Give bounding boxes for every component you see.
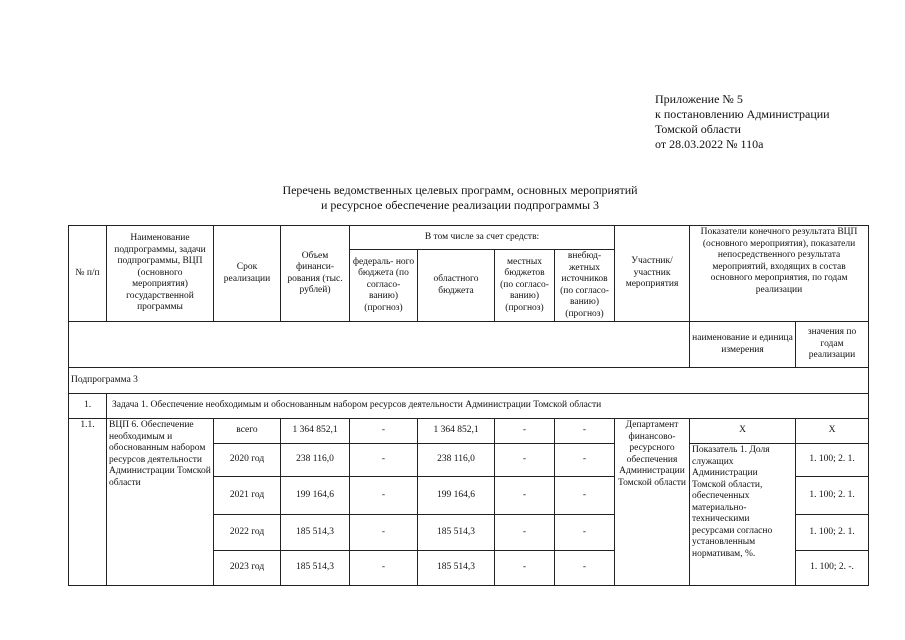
header-name: Наименование подпрограммы, задачи подпрограммы, ВЦП (основного мероприятия) государственной программы bbox=[107, 226, 214, 322]
appendix-line-3: Томской области bbox=[655, 122, 741, 136]
program-num: 1.1. bbox=[69, 419, 107, 586]
header-indicator-values: значения по годам реализации bbox=[796, 322, 869, 368]
indicator-value: 1. 100; 2. -. bbox=[796, 551, 869, 586]
row-volume: 238 116,0 bbox=[281, 444, 350, 477]
row-federal: - bbox=[350, 444, 418, 477]
row-extra: - bbox=[555, 515, 615, 551]
program-table bbox=[68, 225, 869, 586]
row-regional: 199 164,6 bbox=[418, 477, 495, 515]
row-volume: 1 364 852,1 bbox=[281, 419, 350, 444]
title-line-1: Перечень ведомственных целевых программ, основных мероприятий bbox=[282, 183, 638, 197]
header-regional: областного бюджета bbox=[418, 250, 495, 322]
row-regional: 238 116,0 bbox=[418, 444, 495, 477]
indicator-value: 1. 100; 2. 1. bbox=[796, 515, 869, 551]
row-term: 2020 год bbox=[214, 444, 281, 477]
header-federal: федераль- ного бюджета (по согласо- ванию) (прогноз) bbox=[350, 250, 418, 322]
row-volume: 185 514,3 bbox=[281, 515, 350, 551]
row-extra: - bbox=[555, 444, 615, 477]
row-extra: - bbox=[555, 477, 615, 515]
row-regional: 185 514,3 bbox=[418, 551, 495, 586]
program-participant: Департамент финансово-ресурсного обеспечения Администрации Томской области bbox=[615, 419, 690, 586]
task-num: 1. bbox=[69, 394, 107, 419]
row-local: - bbox=[495, 515, 555, 551]
row-term: всего bbox=[214, 419, 281, 444]
header-indicators: Показатели конечного результата ВЦП (основного мероприятия), показатели непосредственного результата мероприятий, входящих в состав основного мероприятия, по годам реализации bbox=[690, 226, 869, 322]
header-participant: Участник/ участник мероприятия bbox=[615, 226, 690, 322]
appendix-line-2: к постановлению Администрации bbox=[655, 107, 830, 121]
header-blank bbox=[69, 322, 690, 368]
row-federal: - bbox=[350, 477, 418, 515]
row-extra: - bbox=[555, 551, 615, 586]
indicator-value: 1. 100; 2. 1. bbox=[796, 444, 869, 477]
row-extra: - bbox=[555, 419, 615, 444]
row-federal: - bbox=[350, 515, 418, 551]
header-volume: Объем финанси- рования (тыс. рублей) bbox=[281, 226, 350, 322]
appendix-line-1: Приложение № 5 bbox=[655, 92, 743, 106]
row-term: 2021 год bbox=[214, 477, 281, 515]
header-indicator-name: наименование и единица измерения bbox=[690, 322, 796, 368]
row-local: - bbox=[495, 444, 555, 477]
row-federal: - bbox=[350, 419, 418, 444]
row-term: 2023 год bbox=[214, 551, 281, 586]
appendix-line-4: от 28.03.2022 № 110а bbox=[655, 137, 764, 151]
appendix-note bbox=[655, 92, 830, 152]
row-local: - bbox=[495, 419, 555, 444]
header-extra: внебюд- жетных источников (по согласо- ванию) (прогноз) bbox=[555, 250, 615, 322]
title-line-2: и ресурсное обеспечение реализации подпрограммы 3 bbox=[320, 198, 600, 212]
indicator-name-total: X bbox=[690, 419, 796, 444]
indicator-value: 1. 100; 2. 1. bbox=[796, 477, 869, 515]
row-regional: 185 514,3 bbox=[418, 515, 495, 551]
row-term: 2022 год bbox=[214, 515, 281, 551]
program-name: ВЦП 6. Обеспечение необходимым и обоснованным набором ресурсов деятельности Администрации Томской области bbox=[107, 419, 214, 586]
row-regional: 1 364 852,1 bbox=[418, 419, 495, 444]
indicator-name: Показатель 1. Доля служащих Администрации Томской области, обеспеченных материально-техническими ресурсами согласно установленным нормативам, %. bbox=[690, 444, 796, 586]
header-num: № п/п bbox=[69, 226, 107, 322]
row-local: - bbox=[495, 551, 555, 586]
indicator-value-total: X bbox=[796, 419, 869, 444]
task-text: Задача 1. Обеспечение необходимым и обоснованным набором ресурсов деятельности Администрации Томской области bbox=[107, 394, 869, 419]
document-title bbox=[230, 183, 690, 213]
header-local: местных бюджетов (по согласо- ванию) (прогноз) bbox=[495, 250, 555, 322]
header-including: В том числе за счет средств: bbox=[350, 226, 615, 250]
row-volume: 185 514,3 bbox=[281, 551, 350, 586]
subprogram-row: Подпрограмма 3 bbox=[69, 368, 869, 394]
row-federal: - bbox=[350, 551, 418, 586]
row-volume: 199 164,6 bbox=[281, 477, 350, 515]
header-term: Срок реализации bbox=[214, 226, 281, 322]
row-local: - bbox=[495, 477, 555, 515]
